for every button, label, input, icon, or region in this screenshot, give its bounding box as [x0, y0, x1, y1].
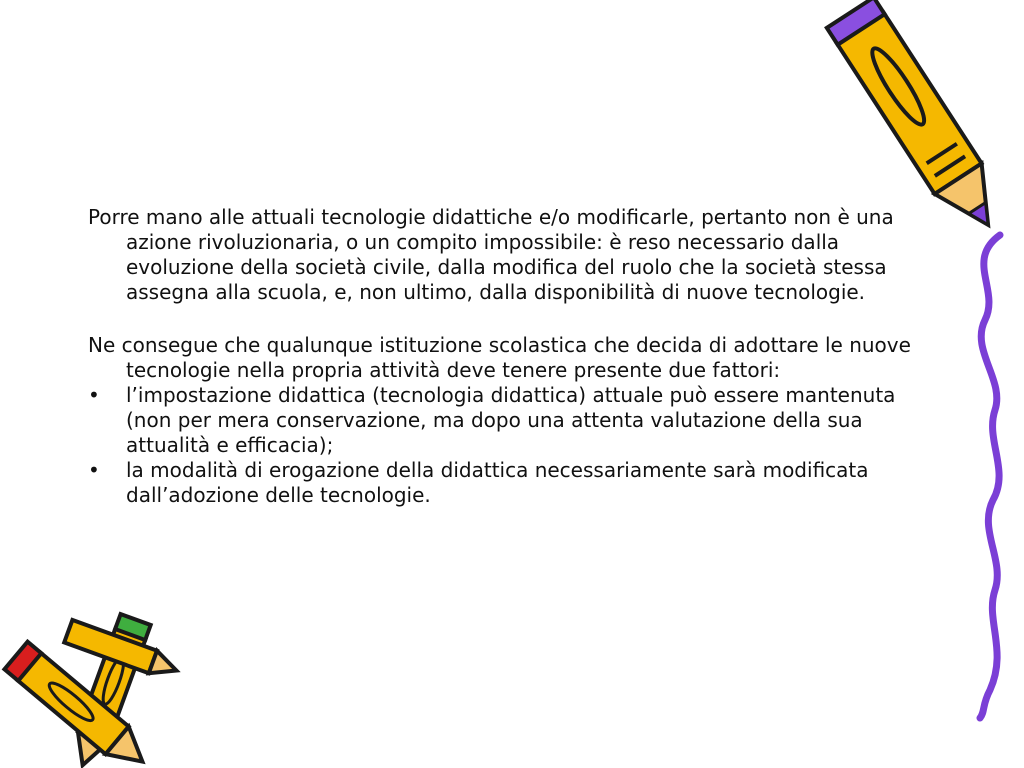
purple-squiggle-line: [980, 235, 1000, 718]
slide-body: [88, 205, 938, 508]
paragraph-1: Porre mano alle attuali tecnologie didattiche e/o modificarle, pertanto non è una azione rivoluzionaria, o un compito impossibile: è reso necessario dalla evoluzione della società civile, dalla modifica del ruolo che la società stessa assegna alla scuola, e, non ultimo, dalla disponibilità di nuove tecnologie.: [88, 205, 894, 304]
bullet-symbol: •: [88, 458, 100, 482]
bullet-text-2: la modalità di erogazione della didattica necessariamente sarà modificata dall’adozione delle tecnologie.: [126, 458, 869, 507]
bullet-item-2: [88, 458, 938, 508]
bullet-text-1: l’impostazione didattica (tecnologia didattica) attuale può essere mantenuta (non per mera conservazione, ma dopo una attenta valutazione della sua attualità e efficacia);: [126, 383, 896, 457]
bullet-symbol: •: [88, 383, 100, 407]
paragraph-2: Ne consegue che qualunque istituzione scolastica che decida di adottare le nuove tecnologie nella propria attività deve tenere presente due fattori:: [88, 333, 911, 382]
bullet-item-1: [88, 383, 938, 458]
paragraph-gap: [88, 305, 938, 333]
